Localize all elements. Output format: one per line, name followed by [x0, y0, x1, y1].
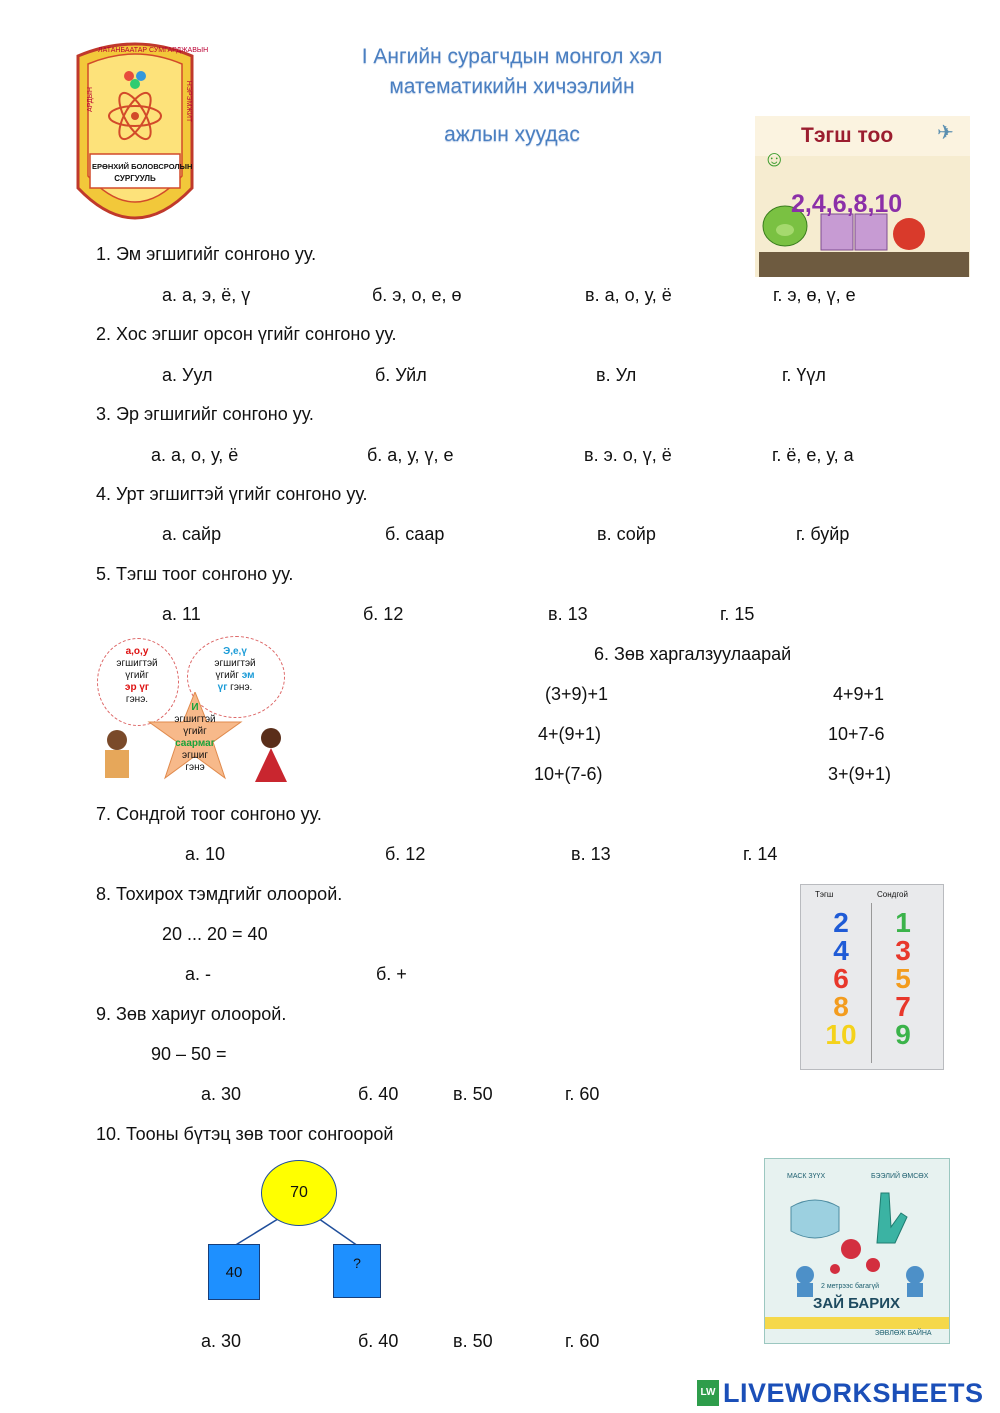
even-image-numbers: 2,4,6,8,10	[791, 190, 903, 218]
liveworksheets-mark-icon: LW	[697, 1380, 719, 1406]
board-odd-7: 7	[895, 991, 911, 1022]
board-even-2: 2	[833, 907, 849, 938]
star-highlight: И	[191, 702, 199, 713]
b1-highlight2: эр үг	[124, 682, 150, 693]
q3-option-a[interactable]: а. а, о, у, ё	[151, 445, 239, 465]
board-even-6: 6	[833, 963, 849, 994]
q7-option-d[interactable]: г. 14	[743, 844, 778, 864]
question-4: 4. Урт эгшигтэй үгийг сонгоно уу.	[96, 484, 368, 504]
covid-label-mask: МАСК ЗҮҮХ	[787, 1173, 826, 1180]
covid-main-text: ЗАЙ БАРИХ	[813, 1295, 901, 1312]
covid-small-text: 2 метрээс багагүй	[821, 1283, 879, 1290]
q9-option-b[interactable]: б. 40	[358, 1084, 399, 1104]
b2-highlight2: эм	[241, 670, 255, 681]
q2-option-d[interactable]: г. Үүл	[782, 365, 826, 385]
liveworksheets-brand: LIVEWORKSHEETS	[723, 1377, 984, 1408]
logo-banner-line1: ЕРӨНХИЙ БОЛОВСРОЛЫН	[92, 162, 193, 171]
q6-left-2[interactable]: 4+(9+1)	[538, 724, 602, 744]
q5-option-d[interactable]: г. 15	[720, 604, 755, 624]
b2-line1: эгшигтэй	[214, 658, 256, 669]
q5-option-c[interactable]: в. 13	[548, 604, 588, 624]
q10-option-b[interactable]: б. 40	[358, 1331, 399, 1351]
vowel-rules-image	[97, 636, 297, 786]
board-right-head: Сондгой	[877, 890, 908, 899]
q1-option-b[interactable]: б. э, о, е, ө	[372, 285, 462, 305]
covid-safety-image	[764, 1158, 950, 1344]
board-left-head: Тэгш	[815, 890, 834, 899]
q6-right-2[interactable]: 10+7-6	[828, 724, 885, 744]
logo-left-text: АРДЫН	[86, 87, 94, 112]
even-image-title: Тэгш тоо	[801, 124, 894, 147]
q8-option-b[interactable]: б. +	[376, 964, 407, 984]
q3-option-b[interactable]: б. а, у, ү, е	[367, 445, 454, 465]
q2-option-a[interactable]: а. Уул	[162, 365, 213, 385]
girl-left-icon	[97, 728, 139, 784]
q9-option-c[interactable]: в. 50	[453, 1084, 493, 1104]
hummingbird-icon: ✈	[937, 122, 954, 144]
school-logo	[72, 38, 209, 238]
b1-line2: үгийг	[125, 670, 149, 681]
school-emblem-icon	[72, 38, 198, 238]
even-numbers-image	[755, 116, 970, 277]
page-title-line3: ажлын хуудас	[444, 123, 580, 146]
question-6: 6. Зөв харгалзуулаарай	[594, 644, 792, 664]
question-2: 2. Хос эгшиг орсон үгийг сонгоно уу.	[96, 324, 397, 344]
star-line1: эгшигтэй	[174, 714, 216, 725]
q9-option-d[interactable]: г. 60	[565, 1084, 600, 1104]
star-line3: эгшиг	[181, 750, 208, 761]
number-bond-right[interactable]	[333, 1244, 381, 1298]
smiley-icon: ☺	[763, 146, 786, 171]
q1-option-a[interactable]: а. а, э, ё, ү	[162, 285, 251, 305]
q6-right-3[interactable]: 3+(9+1)	[828, 764, 892, 784]
logo-right-text: НЭРЭМЖИТ	[185, 80, 193, 123]
board-odd-5: 5	[895, 963, 911, 994]
board-odd-1: 1	[895, 907, 911, 938]
number-bond-top-value: 70	[290, 1184, 308, 1201]
b1-line1: эгшигтэй	[116, 658, 158, 669]
q9-option-a[interactable]: а. 30	[201, 1084, 242, 1104]
q7-option-c[interactable]: в. 13	[571, 844, 611, 864]
q4-option-c[interactable]: в. сойр	[597, 524, 656, 544]
number-bond-top	[261, 1160, 337, 1226]
logo-banner-line2: СУРГУУЛЬ	[114, 174, 156, 183]
liveworksheets-logo[interactable]	[697, 1378, 984, 1408]
b2-highlight: Э,е,ү	[223, 646, 247, 657]
star-highlight2: саармаг	[175, 738, 215, 749]
q1-option-c[interactable]: в. а, о, у, ё	[585, 285, 672, 305]
q2-option-c[interactable]: в. Ул	[596, 365, 637, 385]
q8-option-a[interactable]: а. -	[185, 964, 212, 984]
covid-label-gloves: БЭЭЛИЙ ӨМСӨХ	[871, 1173, 929, 1180]
q1-option-d[interactable]: г. э, ө, ү, е	[773, 285, 856, 305]
question-3: 3. Эр эгшигийг сонгоно уу.	[96, 404, 314, 424]
page-title-line2: математикийн хичээлийн	[389, 75, 635, 98]
q10-option-d[interactable]: г. 60	[565, 1331, 600, 1351]
q9-expression: 90 – 50 =	[151, 1044, 227, 1064]
b2-highlight3: үг	[217, 682, 228, 693]
mask-gloves-virus-icon	[785, 1187, 935, 1297]
q4-option-a[interactable]: а. сайр	[162, 524, 222, 544]
board-even-4: 4	[833, 935, 849, 966]
q2-option-b[interactable]: б. Уйл	[375, 365, 427, 385]
board-even-8: 8	[833, 991, 849, 1022]
number-bond-left-value: 40	[225, 1263, 243, 1281]
logo-top-text: ЛАТАНБААТАР СУМГАРДЖАВЫН	[98, 47, 209, 54]
q10-option-c[interactable]: в. 50	[453, 1331, 493, 1351]
star-line2: үгийг	[183, 726, 207, 737]
q5-option-a[interactable]: а. 11	[162, 604, 201, 624]
q3-option-d[interactable]: г. ё, е, у, а	[772, 445, 854, 465]
b1-line3: гэнэ.	[125, 694, 149, 705]
q10-option-a[interactable]: а. 30	[201, 1331, 242, 1351]
q4-option-b[interactable]: б. саар	[385, 524, 445, 544]
q6-right-1[interactable]: 4+9+1	[833, 684, 885, 704]
q6-left-3[interactable]: 10+(7-6)	[534, 764, 603, 784]
question-5: 5. Тэгш тоог сонгоно уу.	[96, 564, 294, 584]
q8-expression: 20 ... 20 = 40	[162, 924, 268, 944]
q4-option-d[interactable]: г. буйр	[796, 524, 850, 544]
question-9: 9. Зөв хариуг олоорой.	[96, 1004, 287, 1024]
b1-highlight: а,о,у	[125, 646, 149, 657]
board-even-10: 10	[825, 1019, 857, 1050]
q3-option-c[interactable]: в. э. о, ү, ё	[584, 445, 672, 465]
number-bond-right-value: ?	[353, 1255, 361, 1271]
star-line4: гэнэ	[185, 762, 205, 773]
q7-option-a[interactable]: а. 10	[185, 844, 226, 864]
question-7: 7. Сондгой тоог сонгоно уу.	[96, 804, 322, 824]
b2-line2: үгийг	[215, 670, 239, 681]
board-odd-9: 9	[895, 1019, 911, 1050]
girl-right-icon	[249, 726, 295, 784]
covid-footer-text: ЗӨВЛӨЖ БАЙНА	[875, 1330, 932, 1337]
board-odd-3: 3	[895, 935, 911, 966]
page-title-line1: I Ангийн сурагчдын монгол хэл	[361, 45, 663, 68]
odd-even-board-image	[800, 884, 944, 1070]
question-1: 1. Эм эгшигийг сонгоно уу.	[96, 244, 317, 264]
question-10: 10. Тооны бүтэц зөв тоог сонгоорой	[96, 1124, 394, 1144]
b2-line3: гэнэ.	[230, 682, 253, 693]
question-8: 8. Тохирох тэмдгийг олоорой.	[96, 884, 343, 904]
number-bond-left	[208, 1244, 260, 1300]
q7-option-b[interactable]: б. 12	[385, 844, 426, 864]
q5-option-b[interactable]: б. 12	[363, 604, 404, 624]
q6-left-1[interactable]: (3+9)+1	[545, 684, 609, 704]
